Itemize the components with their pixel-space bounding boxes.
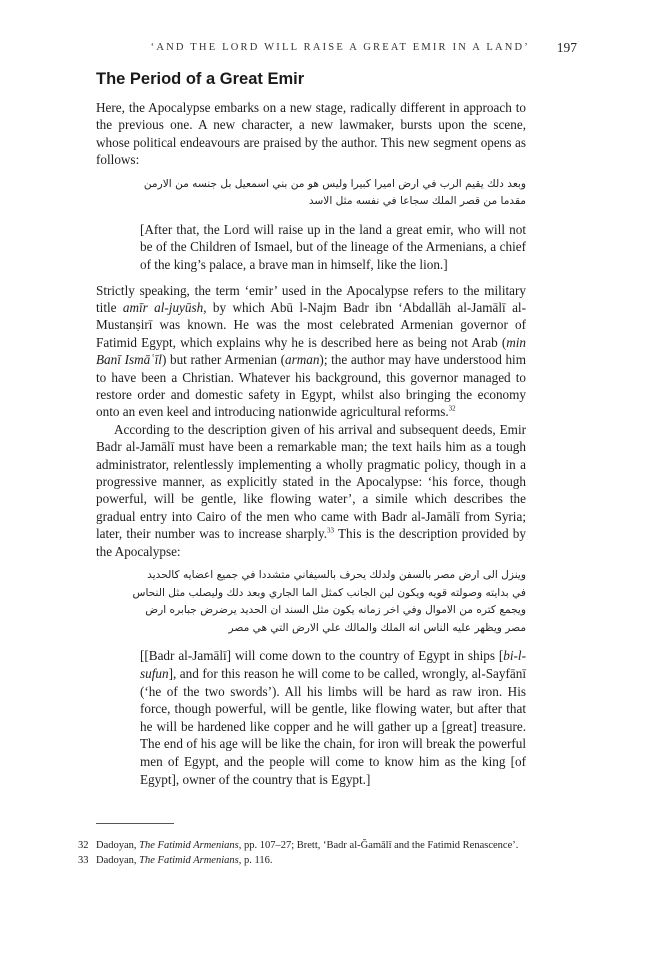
footnote-ref-32: 32 bbox=[448, 405, 456, 414]
footnote-number: 32 bbox=[78, 840, 89, 851]
text-run: [[Badr al-Jamālī] will come down to the country of Egypt in ships [ bbox=[140, 648, 504, 664]
section-heading: The Period of a Great Emir bbox=[96, 70, 305, 88]
intro-paragraph: Here, the Apocalypse embarks on a new stage, radically different in approach to the previous one. A new character, a new lawmaker, bursts upon the scene, whose political endeavours are praised by the author. This new segment opens as follows: bbox=[96, 100, 526, 168]
text-run: This is the description provided by the Apocalypse: bbox=[96, 526, 526, 559]
running-head bbox=[0, 40, 650, 58]
italic-term: min Banī Ismāʿīl bbox=[96, 334, 526, 368]
running-title: ‘AND THE LORD WILL RAISE A GREAT EMIR IN A LAND’ bbox=[150, 42, 530, 53]
footnote-32 bbox=[78, 838, 548, 853]
italic-term: arman bbox=[284, 352, 320, 368]
text-run: ], and for this reason he will come to be called, wrongly, al-Sayfānī (‘he of the two swords’). All his limbs will be hard as raw iron. His force, though powerful, will be gentle, like flowing water, but after that he will be hardened like copper and he will gather up a [great] treasure. The end of his age will be like the chain, for iron will break the powerful men of Egypt, and the people will come to know him as the king [of Egypt], owner of the country that is Egypt.] bbox=[140, 666, 526, 787]
italic-term: amīr al-juyūsh bbox=[122, 300, 204, 315]
translation-quote-2 bbox=[140, 647, 526, 788]
footnote-author: Dadoyan, bbox=[96, 855, 140, 866]
arabic-line: وبعد دلك يقيم الرب في ارض اميرا كبيرا وليس هو من بني اسمعيل بل جنسه من الارمن bbox=[143, 177, 526, 190]
footnote-text: , p. 116. bbox=[238, 855, 273, 866]
footnote-rule bbox=[96, 823, 174, 824]
text-run: Strictly speaking, the term ‘emir’ used in the Apocalypse refers to the military title bbox=[96, 282, 526, 315]
paragraph-emir bbox=[96, 282, 526, 421]
arabic-passage-1 bbox=[114, 176, 526, 211]
main-text bbox=[96, 70, 526, 796]
footnote-33 bbox=[78, 853, 548, 868]
footnote-ref-33: 33 bbox=[327, 526, 335, 535]
arabic-line: في بدايته وصولته قويه ويكون لين الجانب كمثل الما الجاري وبعد دلك وليصلب مثل النحاس bbox=[132, 586, 526, 599]
footnote-title: The Fatimid Armenians bbox=[139, 840, 239, 851]
arabic-line: مصر ويظهر عليه الناس انه الملك والمالك علي الارض التي هي مصر bbox=[228, 621, 526, 634]
arabic-passage-2 bbox=[114, 567, 526, 637]
italic-term: bi-l-sufun bbox=[140, 648, 526, 682]
text-run: According to the description given of his arrival and subsequent deeds, Emir Badr al-Jamālī must have been a remarkable man; the text hails him as a tough administrator, relentlessly implementing a wholly pragmatic policy, though in a progressive manner, as explicitly stated in the Apocalypse: ‘his force, though powerful, will be gentle, like flowing water’, a simile which describes the gradual entry into Cairo of the men who came with Badr al-Jamālī from Syria; later, their number was to increase sharply. bbox=[96, 421, 526, 542]
translation-quote-1: [After that, the Lord will raise up in the land a great emir, who will not be of the Children of Ismael, but of the lineage of the Armenians, a chief of the king’s palace, a brave man in himself, like the lion.] bbox=[140, 221, 526, 272]
footnote-number: 33 bbox=[78, 855, 89, 866]
text-run: ); the author may have understood him to have been a Christian. Whatever his background, this governor managed to restore order and domestic safety in Egypt, whilst also bringing the economy onto an even keel and introducing nationwide agricultural reforms. bbox=[96, 352, 526, 420]
footnote-title: The Fatimid Armenians bbox=[139, 855, 239, 866]
paragraph-description bbox=[96, 421, 526, 560]
footnote-text: , pp. 107–27; Brett, ‘Badr al-Ğamālī and the Fatimid Renascence’. bbox=[238, 840, 519, 851]
text-run: , by which Abū l-Najm Badr ibn ‘Abdallāh al-Jamālī al-Mustanṣirī was known. He was the most celebrated Armenian governor of Fatimid Egypt, which explains why he is described here as being not Arab ( bbox=[96, 300, 526, 350]
footnote-author: Dadoyan, bbox=[96, 840, 140, 851]
arabic-line: ويجمع كتره من الاموال وفي اخر زمانه يكون مثل السند ان الحديد يرضرض جبابره ارض bbox=[145, 604, 526, 617]
page-number: 197 bbox=[556, 40, 577, 55]
arabic-line: وينزل الى ارض مصر بالسفن ولدلك يحرف بالسيفاني متشددا في جميع اعضايه كالحديد bbox=[147, 569, 526, 582]
text-run: ) but rather Armenian ( bbox=[161, 352, 285, 368]
footnotes bbox=[78, 838, 548, 868]
arabic-line: مقدما من قصر الملك سجاعا في نفسه مثل الاسد bbox=[308, 195, 526, 208]
